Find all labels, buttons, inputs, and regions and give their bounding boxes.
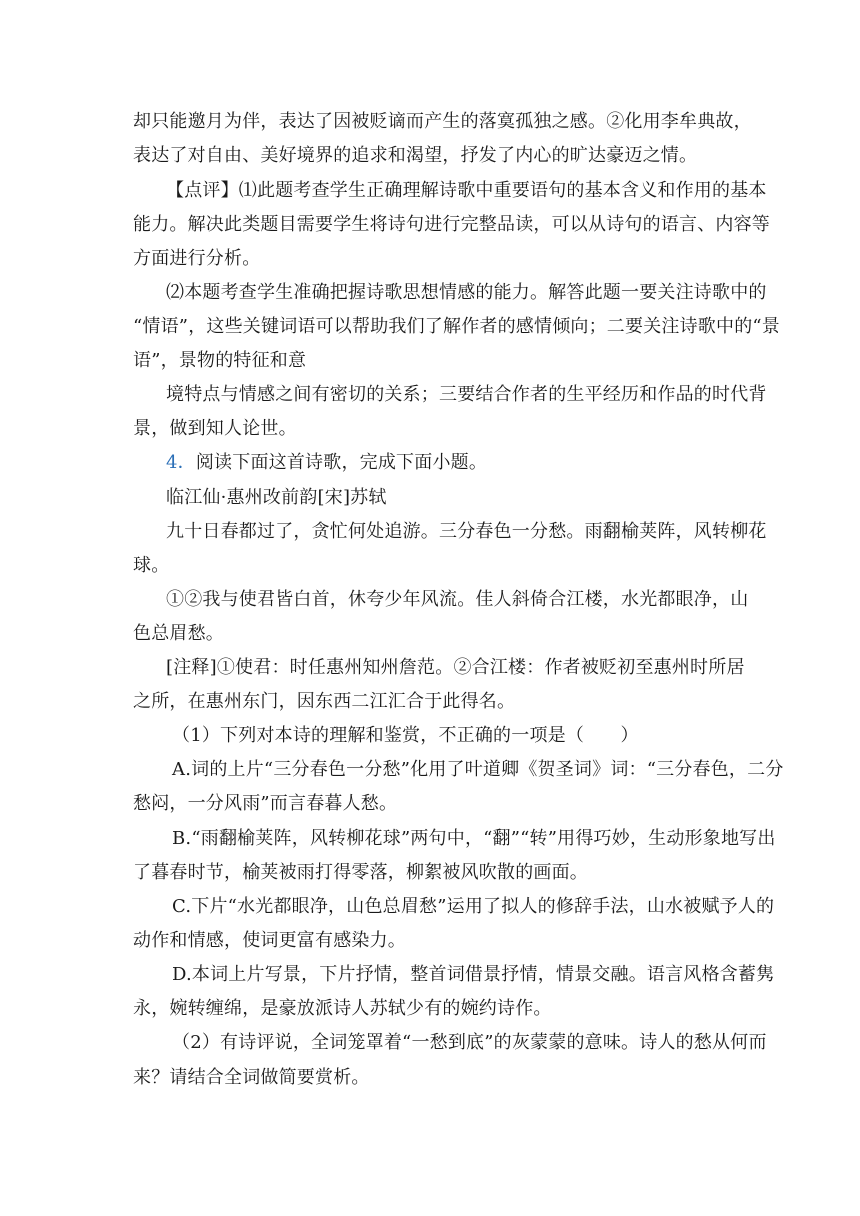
text-line: 方面进行分析。 bbox=[133, 248, 261, 269]
poem-line: 九十日春都过了，贪忙何处追游。三分春色一分愁。雨翻榆荚阵，风转柳花 bbox=[166, 521, 767, 542]
text-line: 境特点与情感之间有密切的关系；三要结合作者的生平经历和作品的时代背 bbox=[166, 384, 767, 405]
option-c-cont: 动作和情感，使词更富有感染力。 bbox=[133, 930, 406, 951]
text-line: ⑵本题考查学生准确把握诗歌思想情感的能力。解答此题一要关注诗歌中的 bbox=[166, 282, 767, 303]
option-a: A.词的上片“三分春色一分愁”化用了叶道卿《贺圣词》词：“三分春色，二分 bbox=[172, 759, 784, 780]
subquestion-1: （1）下列对本诗的理解和鉴赏，不正确的一项是（ ） bbox=[172, 725, 639, 746]
text-line: 却只能邀月为伴，表达了因被贬谪而产生的落寞孤独之感。②化用李牟典故， bbox=[133, 111, 752, 132]
poem-line: 球。 bbox=[133, 555, 170, 576]
option-d-cont: 永，婉转缠绵，是豪放派诗人苏轼少有的婉约诗作。 bbox=[133, 998, 552, 1019]
poem-line: 色总眉愁。 bbox=[133, 623, 224, 644]
text-line: “情语”，这些关键词语可以帮助我们了解作者的感情倾向；二要关注诗歌中的“景 bbox=[133, 316, 781, 337]
text-line: 表达了对自由、美好境界的追求和渴望，抒发了内心的旷达豪迈之情。 bbox=[133, 145, 698, 166]
subquestion-2-cont: 来？请结合全词做简要赏析。 bbox=[133, 1067, 370, 1088]
option-b-cont: 了暮春时节，榆荚被雨打得零落，柳絮被风吹散的画面。 bbox=[133, 862, 588, 883]
subquestion-2: （2）有诗评说，全词笼罩着“一愁到底”的灰蒙蒙的意味。诗人的愁从何而 bbox=[172, 1032, 767, 1053]
text-line: 语”，景物的特征和意 bbox=[133, 350, 307, 371]
annotation-line: [注释]①使君：时任惠州知州詹范。②合江楼：作者被贬初至惠州时所居 bbox=[166, 657, 745, 678]
text-line: 能力。解决此类题目需要学生将诗句进行完整品读，可以从诗句的语言、内容等 bbox=[133, 214, 770, 235]
option-c: C.下片“水光都眼净，山色总眉愁”运用了拟人的修辞手法，山水被赋予人的 bbox=[172, 896, 775, 917]
poem-title: 临江仙·惠州改前韵[宋]苏轼 bbox=[166, 487, 387, 508]
text-line: 景，做到知人论世。 bbox=[133, 418, 297, 439]
question-number: 4． bbox=[166, 452, 196, 473]
option-b: B.“雨翻榆荚阵，风转柳花球”两句中，“翻”“转”用得巧妙，生动形象地写出 bbox=[172, 828, 776, 849]
question-4 bbox=[166, 451, 766, 475]
annotation-line: 之所，在惠州东门，因东西二江汇合于此得名。 bbox=[133, 691, 516, 712]
option-a-cont: 愁闷，一分风雨”而言春暮人愁。 bbox=[133, 793, 398, 814]
text-line: 【点评】⑴此题考查学生正确理解诗歌中重要语句的基本含义和作用的基本 bbox=[166, 180, 767, 201]
question-prompt: 阅读下面这首诗歌，完成下面小题。 bbox=[195, 452, 488, 473]
option-d: D.本词上片写景，下片抒情，整首词借景抒情，情景交融。语言风格含蓄隽 bbox=[172, 964, 775, 985]
poem-line: ①②我与使君皆白首，休夸少年风流。佳人斜倚合江楼，水光都眼净，山 bbox=[166, 589, 749, 610]
